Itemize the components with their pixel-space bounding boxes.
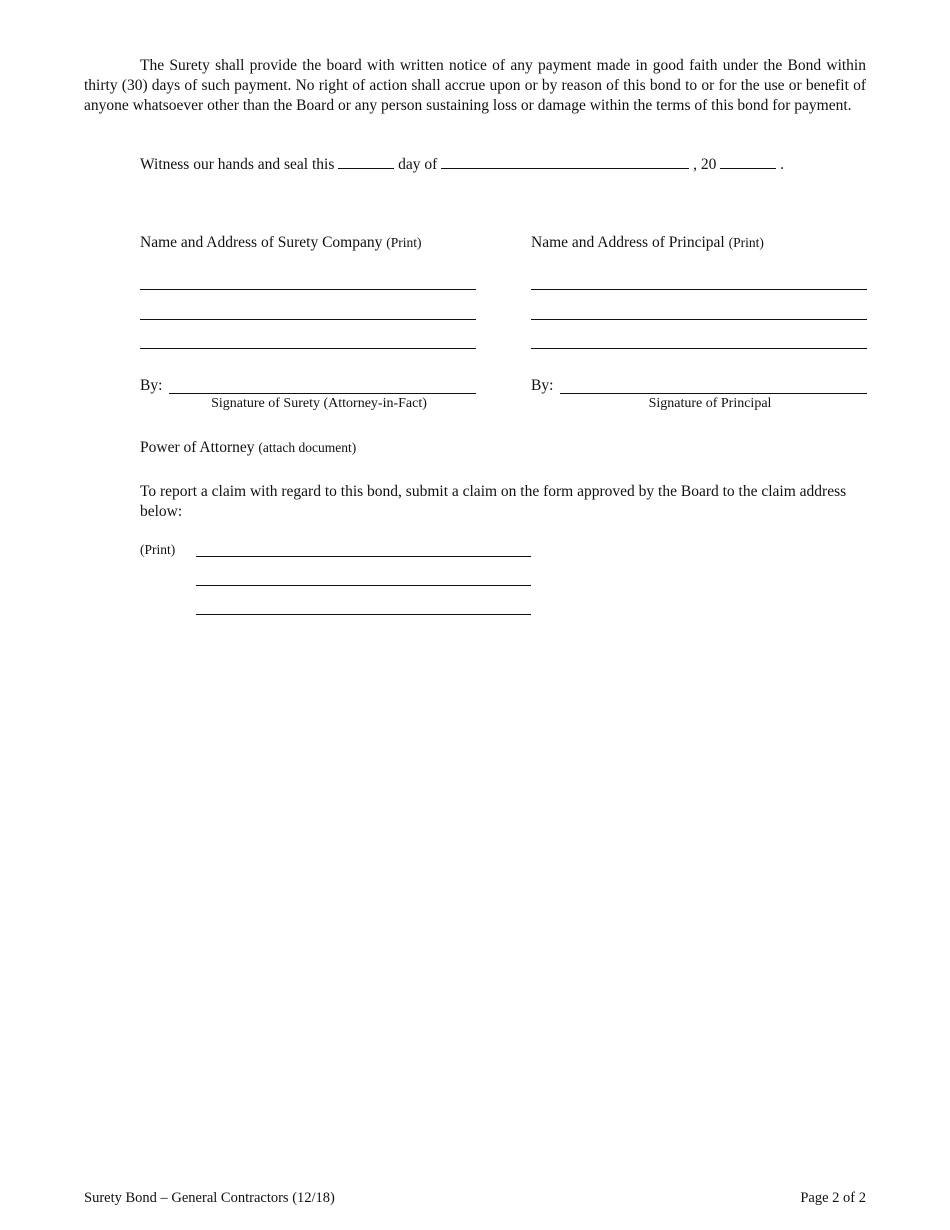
day-blank[interactable] bbox=[338, 154, 394, 169]
principal-address-line-2[interactable] bbox=[531, 319, 867, 320]
footer-form-title: Surety Bond – General Contractors (12/18) bbox=[84, 1190, 335, 1206]
witness-prefix: Witness our hands and seal this bbox=[140, 156, 335, 173]
principal-heading bbox=[531, 233, 764, 253]
power-of-attorney-note: (attach document) bbox=[258, 440, 357, 455]
surety-signature-line[interactable] bbox=[169, 393, 476, 394]
witness-year-prefix: , 20 bbox=[693, 156, 717, 173]
principal-print-note: (Print) bbox=[728, 235, 764, 250]
principal-address-line-1[interactable] bbox=[531, 289, 867, 290]
surety-heading-text: Name and Address of Surety Company bbox=[140, 234, 383, 251]
month-blank[interactable] bbox=[441, 154, 689, 169]
principal-signature-caption: Signature of Principal bbox=[648, 396, 772, 411]
witness-end: . bbox=[780, 156, 784, 173]
surety-address-line-1[interactable] bbox=[140, 289, 476, 290]
surety-heading bbox=[140, 233, 422, 253]
principal-heading-text: Name and Address of Principal bbox=[531, 234, 725, 251]
surety-print-note: (Print) bbox=[386, 235, 422, 250]
principal-by-label: By: bbox=[531, 377, 554, 394]
witness-day-of: day of bbox=[398, 156, 438, 173]
surety-address-line-2[interactable] bbox=[140, 319, 476, 320]
surety-by-label: By: bbox=[140, 377, 163, 394]
principal-signature-line[interactable] bbox=[560, 393, 867, 394]
witness-line bbox=[140, 154, 784, 175]
power-of-attorney bbox=[140, 438, 356, 458]
claim-print-label: (Print) bbox=[140, 542, 176, 557]
footer-page-number: Page 2 of 2 bbox=[800, 1190, 866, 1206]
claim-address-line-1[interactable] bbox=[196, 556, 531, 557]
principal-address-line-3[interactable] bbox=[531, 348, 867, 349]
notice-paragraph: The Surety shall provide the board with written notice of any payment made in good faith under the Bond within thirty (30) days of such payment. No right of action shall accrue upon or by reason of this bond to or for the use or benefit of anyone whatsoever other than the Board or any person sustaining loss or damage within the terms of this bond for payment. bbox=[84, 57, 866, 114]
claim-instructions: To report a claim with regard to this bond, submit a claim on the form approved by the Board to the claim address below: bbox=[140, 483, 847, 520]
claim-address-line-2[interactable] bbox=[196, 585, 531, 586]
year-blank[interactable] bbox=[720, 154, 776, 169]
claim-address-line-3[interactable] bbox=[196, 614, 531, 615]
power-of-attorney-label: Power of Attorney bbox=[140, 439, 255, 456]
surety-signature-caption: Signature of Surety (Attorney-in-Fact) bbox=[211, 396, 427, 411]
surety-address-line-3[interactable] bbox=[140, 348, 476, 349]
